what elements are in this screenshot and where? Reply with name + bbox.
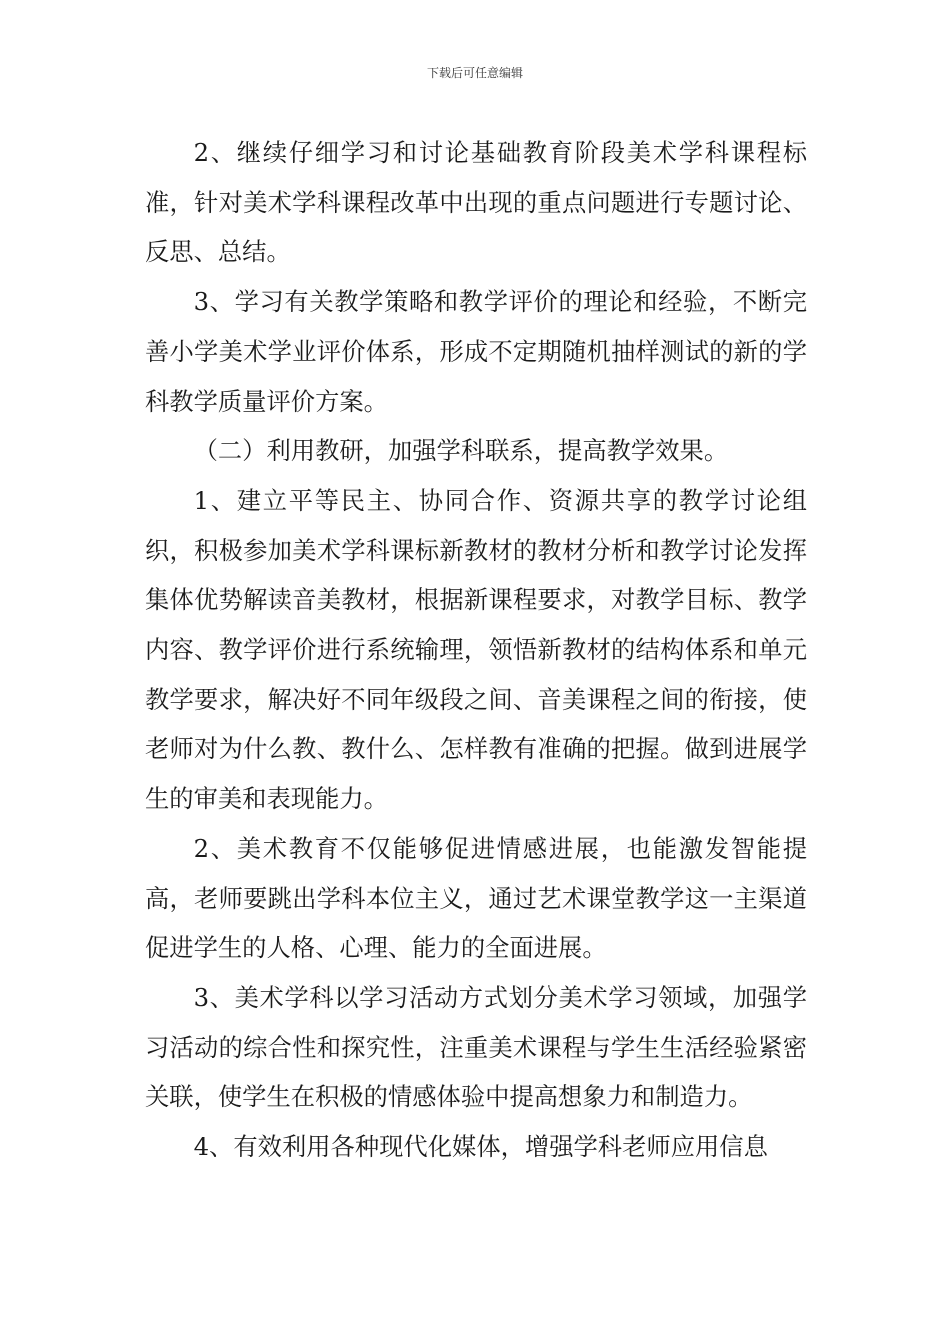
- paragraph-item-2-curriculum-standard: 2、继续仔细学习和讨论基础教育阶段美术学科课程标准，针对美术学科课程改革中出现的重点问题进行专题讨论、反思、总结。: [145, 138, 807, 267]
- paragraph-item-3-learning-activities: 3、美术学科以学习活动方式划分美术学习领域，加强学习活动的综合性和探究性，注重美术课程与学生生活经验紧密关联，使学生在积极的情感体验中提高想象力和制造力。: [145, 982, 807, 1112]
- paragraph-item-1-teaching-discussion: 1、建立平等民主、协同合作、资源共享的教学讨论组织，积极参加美术学科课标新教材的教材分析和教学讨论发挥集体优势解读音美教材，根据新课程要求，对教学目标、教学内容、教学评价进行系统输理，领悟新教材的结构体系和单元教学要求，解决好不同年级段之间、音美课程之间的衔接，使老师对为什么教、教什么、怎样教有准确的把握。做到进展学生的审美和表现能力。: [145, 485, 807, 814]
- paragraph-item-3-evaluation-system: 3、学习有关教学策略和教学评价的理论和经验，不断完善小学美术学业评价体系，形成不定期随机抽样测试的新的学科教学质量评价方案。: [145, 287, 807, 416]
- page-header-note: 下载后可任意编辑: [426, 66, 523, 80]
- section-heading-2: （二）利用教研，加强学科联系，提高教学效果。: [193, 436, 729, 466]
- paragraph-item-4-modern-media: 4、有效利用各种现代化媒体，增强学科老师应用信息: [193, 1132, 768, 1162]
- document-body: [145, 128, 807, 1172]
- paragraph-item-2-art-education: 2、美术教育不仅能够促进情感进展，也能激发智能提高，老师要跳出学科本位主义，通过艺术课堂教学这一主渠道促进学生的人格、心理、能力的全面进展。: [145, 833, 807, 963]
